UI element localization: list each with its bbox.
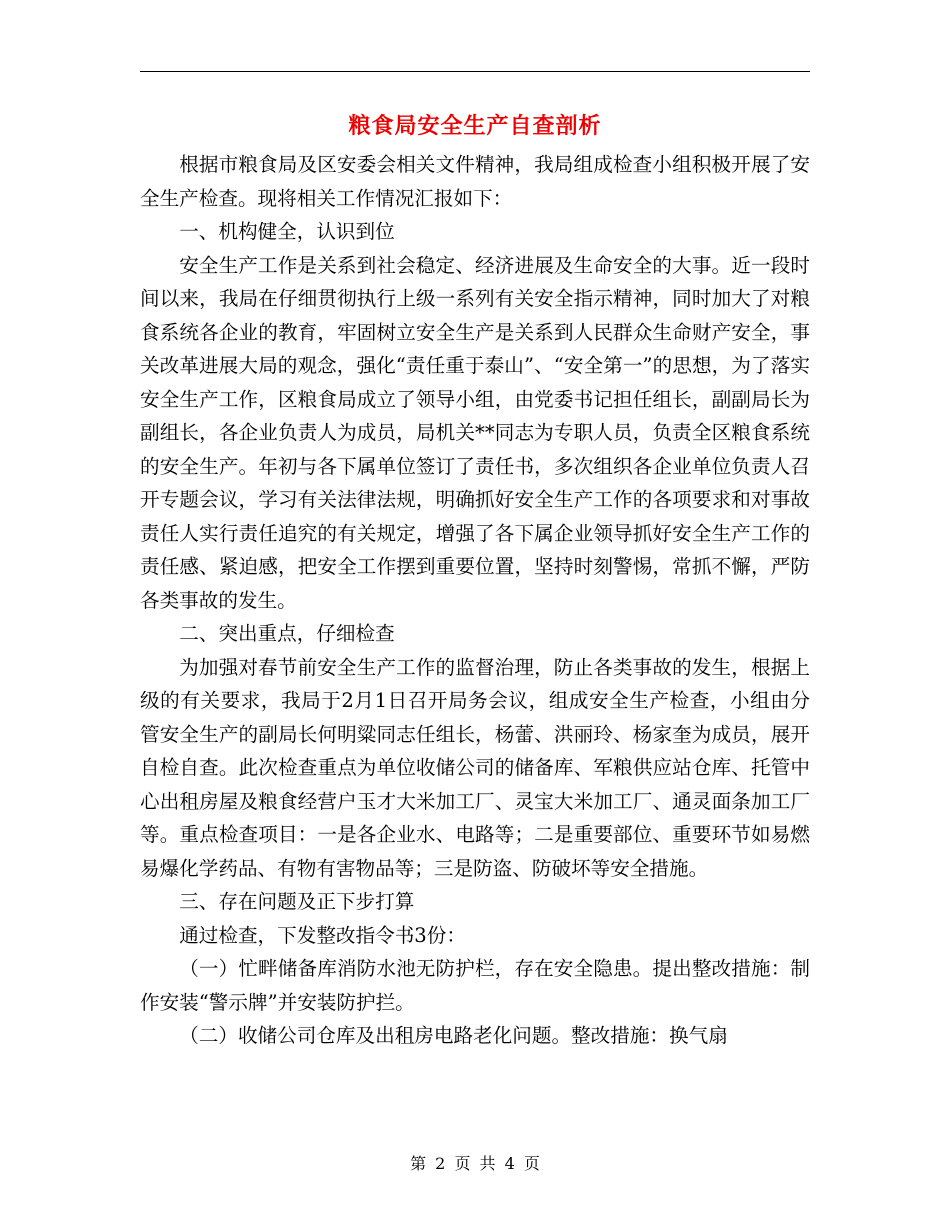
paragraph-item-1: （一）忙畔储备库消防水池无防护栏，存在安全隐患。提出整改措施：制作安装“警示牌”并安装防护拦。 (140, 957, 810, 1014)
header-rule (140, 71, 810, 72)
document-body (140, 148, 810, 1053)
paragraph-section-3: 通过检查，下发整改指令书3份： (179, 923, 466, 947)
paragraph-section-1: 安全生产工作是关系到社会稳定、经济进展及生命安全的大事。近一段时间以来，我局在仔细贯彻执行上级一系列有关安全指示精神，同时加大了对粮食系统各企业的教育，牢固树立安全生产是关系到人民群众生命财产安全，事关改革进展大局的观念，强化“责任重于泰山”、“安全第一”的思想，为了落实安全生产工作，区粮食局成立了领导小组，由党委书记担任组长，副副局长为副组长，各企业负责人为成员，局机关**同志为专职人员，负责全区粮食系统的安全生产。年初与各下属单位签订了责任书，多次组织各企业单位负责人召开专题会议，学习有关法律法规，明确抓好安全生产工作的各项要求和对事故责任人实行责任追究的有关规定，增强了各下属企业领导抓好安全生产工作的责任感、紧迫感，把安全工作摆到重要位置，坚持时刻警惕，常抓不懈，严防各类事故的发生。 (140, 253, 810, 612)
section-heading-1: 一、机构健全，认识到位 (179, 220, 395, 243)
paragraph-section-2: 为加强对春节前安全生产工作的监督治理，防止各类事故的发生，根据上级的有关要求，我局于2月1日召开局务会议，组成安全生产检查，小组由分管安全生产的副局长何明粱同志任组长，杨蕾、洪丽玲、杨家奎为成员，展开自检自查。此次检查重点为单位收储公司的储备库、军粮供应站仓库、托管中心出租房屋及粮食经营户玉才大米加工厂、灵宝大米加工厂、通灵面条加工厂等。重点检查项目：一是各企业水、电路等；二是重要部位、重要环节如易燃易爆化学药品、有物有害物品等；三是防盗、防破坏等安全措施。 (140, 655, 810, 880)
document-title: 粮食局安全生产自查剖析 (348, 113, 602, 139)
paragraph-intro: 根据市粮食局及区安委会相关文件精神，我局组成检查小组积极开展了安全生产检查。现将相关工作情况汇报如下： (140, 153, 810, 210)
section-heading-2: 二、突出重点，仔细检查 (179, 622, 395, 645)
paragraph-item-2: （二）收储公司仓库及出租房电路老化问题。整改措施：换气扇 (179, 1024, 728, 1047)
section-heading-3: 三、存在问题及正下步打算 (179, 890, 415, 913)
page-footer: 第 2 页 共 4 页 (410, 1154, 540, 1173)
